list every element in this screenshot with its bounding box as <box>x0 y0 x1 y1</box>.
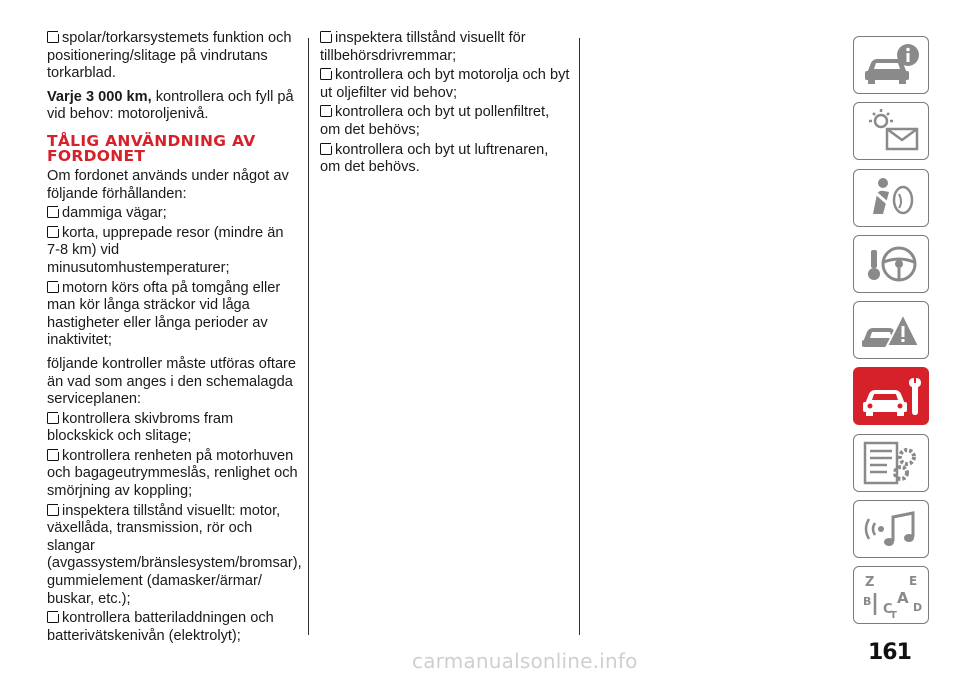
checkbox-bullet-icon <box>47 611 59 623</box>
checkbox-bullet-icon <box>320 68 332 80</box>
column-divider <box>308 38 309 635</box>
checks-intro-paragraph: följande kontroller måste utföras oftare än vad som anges i den schemalagda serviceplanen: <box>47 355 297 408</box>
section-heading: TÅLIG ANVÄNDNING AV FORDONET <box>47 131 256 165</box>
safety-airbag-icon <box>859 174 923 222</box>
text-column-right <box>320 30 572 179</box>
intro-paragraph: Om fordonet används under något av följande förhållanden: <box>47 167 289 202</box>
list-item: motorn körs ofta på tomgång eller man kör långa sträckor vid låga hastigheter eller långa perioder av inaktivitet; <box>47 279 281 349</box>
list-item: inspektera tillstånd visuellt för tillbehörsdrivremmar; <box>320 30 526 64</box>
index-letter: A <box>897 589 909 608</box>
key-steering-icon <box>859 240 923 288</box>
list-item: kontrollera och byt ut luftrenaren, om det behövs. <box>320 141 549 176</box>
index-letter: E <box>909 574 918 589</box>
list-item: kontrollera och byt motorolja och byt ut oljefilter vid behov; <box>320 67 570 101</box>
car-info-icon <box>859 41 923 89</box>
page-number: 161 <box>868 640 911 665</box>
checkbox-bullet-icon <box>47 31 59 43</box>
list-item: inspektera tillstånd visuellt: motor, växellåda, transmission, rör och slangar (avgassystem/bränslesystem/bromsar), gummielement (damasker/ärmar/ buskar, etc.); <box>47 502 302 607</box>
footer-watermark: carmanualsonline.info <box>412 649 638 673</box>
tab-safety[interactable] <box>853 169 929 227</box>
index-letter: Z <box>865 575 875 591</box>
tab-maintenance[interactable] <box>853 367 929 425</box>
list-item: spolar/torkarsystemets funktion och positionering/slitage på vindrutans torkarblad. <box>47 30 292 82</box>
tab-car-info[interactable] <box>853 36 929 94</box>
checkbox-bullet-icon <box>320 143 332 155</box>
index-letter: T <box>890 610 897 620</box>
interval-bold-label: Varje 3 000 km, <box>47 88 152 105</box>
tab-index[interactable] <box>853 566 929 624</box>
checkbox-bullet-icon <box>47 504 59 516</box>
warning-lights-icon <box>859 107 923 155</box>
list-item: kontrollera renheten på motorhuven och bagageutrymmeslås, renlighet och smörjning av koppling; <box>47 447 298 500</box>
list-item: kontrollera och byt ut pollenfiltret, om det behövs; <box>320 104 550 138</box>
emergency-car-icon <box>859 306 923 354</box>
checkbox-bullet-icon <box>47 226 59 238</box>
interval-paragraph: Varje 3 000 km, kontrollera och fyll på vid behov: motoroljenivå. <box>47 88 294 123</box>
checkbox-bullet-icon <box>47 281 59 293</box>
column-divider <box>579 38 580 635</box>
checkbox-bullet-icon <box>47 206 59 218</box>
index-letter: D <box>913 601 923 615</box>
list-item: kontrollera batteriladdningen och batterivätskenivån (elektrolyt); <box>47 610 274 644</box>
index-letters-icon <box>859 571 923 619</box>
maintenance-car-wrench-icon <box>859 372 923 420</box>
list-item: kontrollera skivbroms fram blockskick och slitage; <box>47 410 234 445</box>
multimedia-icon <box>859 505 923 553</box>
checkbox-bullet-icon <box>47 449 59 461</box>
index-letter: C <box>883 602 893 618</box>
technical-data-icon <box>859 439 923 487</box>
checkbox-bullet-icon <box>320 31 332 43</box>
list-item: dammiga vägar; <box>47 205 299 223</box>
index-letter: B <box>863 595 872 609</box>
tab-multimedia[interactable] <box>853 500 929 558</box>
checkbox-bullet-icon <box>320 105 332 117</box>
list-item: korta, upprepade resor (mindre än 7-8 km) vid minusutomhustemperaturer; <box>47 224 284 276</box>
tab-technical-data[interactable] <box>853 434 929 492</box>
chapter-tabs <box>853 36 931 633</box>
text-column-left <box>47 30 302 647</box>
checkbox-bullet-icon <box>47 412 59 424</box>
tab-emergency[interactable] <box>853 301 929 359</box>
tab-starting-driving[interactable] <box>853 235 929 293</box>
tab-warning-lights[interactable] <box>853 102 929 160</box>
